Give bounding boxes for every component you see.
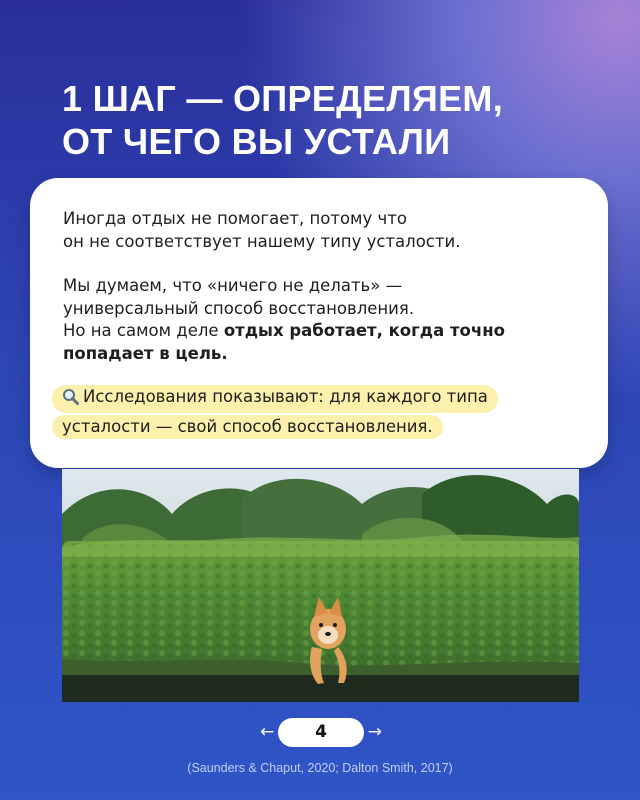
title-line-2: ОТ ЧЕГО ВЫ УСТАЛИ (62, 121, 451, 162)
pagination (258, 718, 384, 748)
intro-line-1: Иногда отдых не помогает, потому что (63, 209, 407, 228)
title-line-1: 1 ШАГ — ОПРЕДЕЛЯЕМ, (62, 78, 504, 119)
dog-in-hedge-photo (62, 469, 579, 702)
explanation-line-3-normal: Но на самом деле (63, 321, 224, 340)
page-number-badge: 4 (278, 718, 364, 747)
highlight-text-1: Исследования показывают: для каждого типа (83, 387, 488, 406)
research-highlight (52, 385, 592, 439)
explanation-line-2: универсальный способ восстановления. (63, 298, 415, 318)
citation: (Saunders & Chaput, 2020; Dalton Smith, 2017) (187, 761, 453, 775)
explanation-paragraph (63, 275, 583, 365)
intro-line-2: он не соответствует нашему типу усталости. (63, 231, 461, 251)
explanation-line-1: Мы думаем, что «ничего не делать» — (63, 276, 403, 295)
magnifier-icon (62, 388, 79, 412)
highlight-line-1 (52, 385, 498, 413)
previous-arrow-icon[interactable]: ← (260, 722, 275, 742)
explanation-line-3-bold: отдых работает, когда точно (223, 321, 505, 340)
page-title (62, 77, 582, 163)
intro-paragraph (63, 208, 583, 253)
explanation-line-3 (63, 320, 583, 343)
content-card (30, 178, 608, 468)
highlight-line-2: усталости — свой способ восстановления. (52, 415, 443, 440)
explanation-line-4-bold: попадает в цель. (63, 343, 228, 363)
next-arrow-icon[interactable]: → (367, 722, 382, 742)
